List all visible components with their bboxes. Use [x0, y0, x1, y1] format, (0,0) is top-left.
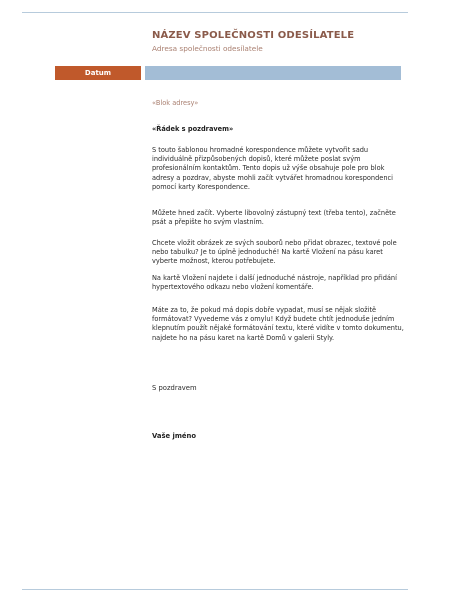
paragraph-5: Máte za to, že pokud má dopis dobře vypadat, musí se nějak složitě formátovat? Vyvedeme vás z omylu! Když budete chtít jednoduše jedním klepnutím použít nějaké formátování textu, které vidíte v tomto dokumentu, najdete ho na pásu karet na kartě Domů v galerii Styly.	[152, 306, 404, 342]
address-block-field[interactable]: «Blok adresy»	[152, 99, 199, 107]
company-name: NÁZEV SPOLEČNOSTI ODESÍLATELE	[152, 30, 355, 41]
closing-text: S pozdravem	[152, 384, 197, 392]
date-label: Datum	[84, 69, 112, 77]
greeting-line-field[interactable]: «Řádek s pozdravem»	[152, 125, 234, 133]
decorative-bar	[145, 66, 401, 80]
paragraph-2: Můžete hned začít. Vyberte libovolný zástupný text (třeba tento), začněte psát a přepište ho svým vlastním.	[152, 209, 396, 227]
paragraph-3: Chcete vložit obrázek ze svých souborů nebo přidat obrazec, textové pole nebo tabulku? Je to úplně jednoduché! Na kartě Vložení na pásu karet vyberte možnost, kterou potřebujete.	[152, 239, 397, 266]
paragraph-1: S touto šablonou hromadné korespondence můžete vytvořit sadu individuálně přizpůsobených dopisů, které můžete poslat svým profesionálním kontaktům. Tento dopis už výše obsahuje pole pro blok adresy a pozdrav, abyste mohli začít vytvářet hromadnou korespondenci pomocí karty Korespondence.	[152, 146, 393, 191]
bottom-divider	[22, 589, 408, 590]
top-divider	[22, 12, 408, 13]
signature-name: Vaše jméno	[152, 432, 197, 440]
company-address: Adresa společnosti odesílatele	[152, 44, 263, 53]
paragraph-4: Na kartě Vložení najdete i další jednoduché nástroje, například pro přidání hypertextového odkazu nebo vložení komentáře.	[152, 274, 397, 292]
date-field[interactable]	[55, 66, 141, 80]
